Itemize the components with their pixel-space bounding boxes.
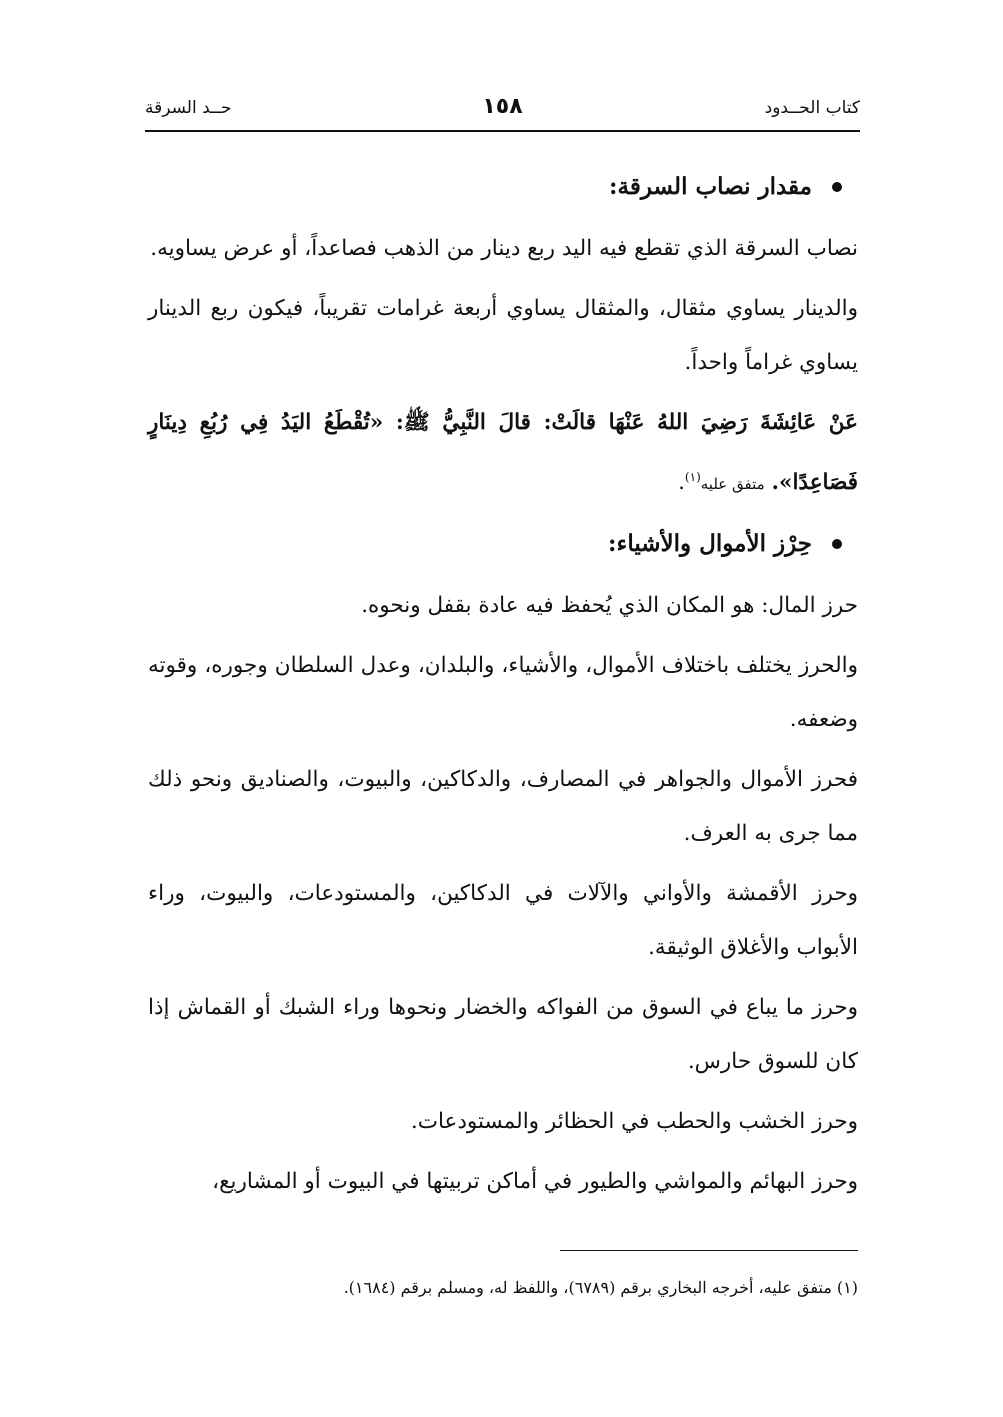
hadith-end: . xyxy=(678,470,685,496)
page-body xyxy=(148,160,858,1215)
page-number: ١٥٨ xyxy=(482,94,523,119)
bullet-icon xyxy=(832,539,842,549)
hadith-reference: متفق عليه xyxy=(700,475,765,494)
footnote-rule xyxy=(560,1250,858,1251)
paragraph: نصاب السرقة الذي تقطع فيه اليد ربع دينار من الذهب فصاعداً، أو عرض يساويه. xyxy=(150,236,858,261)
hadith-text: عَنْ عَائِشَةَ رَضِيَ اللهُ عَنْهَا قالَتْ: قالَ النَّبِيُّ ﷺ: «تُقْطَعُ اليَدُ فِي رُبُعِ دِينَارٍ فَصَاعِدًا». xyxy=(148,410,858,496)
section-heading-hirz xyxy=(148,517,858,571)
paragraph: وحرز الأقمشة والأواني والآلات في الدكاكين، والمستودعات، والبيوت، وراء الأبواب والأغلاق الوثيقة. xyxy=(148,881,858,961)
paragraph: وحرز البهائم والمواشي والطيور في أماكن تربيتها في البيوت أو المشاريع، xyxy=(212,1169,858,1195)
paragraph: وحرز ما يباع في السوق من الفواكه والخضار ونحوها وراء الشبك أو القماش إذا كان للسوق حارس. xyxy=(148,995,858,1075)
footnote-marker: (١) xyxy=(684,470,701,484)
book-title: كتاب الحــدود xyxy=(764,98,860,118)
bullet-icon xyxy=(832,182,842,192)
running-header xyxy=(145,92,860,132)
paragraph: حرز المال: هو المكان الذي يُحفظ فيه عادة بقفل ونحوه. xyxy=(361,593,858,619)
footnote: (١) متفق عليه، أخرجه البخاري برقم (٦٧٨٩)، واللفظ له، ومسلم برقم (١٦٨٤). xyxy=(343,1278,858,1297)
paragraph: وحرز الخشب والحطب في الحظائر والمستودعات. xyxy=(410,1109,858,1135)
section-heading-nisab xyxy=(148,160,858,214)
section-heading-text: حِرْز الأموال والأشياء: xyxy=(608,530,812,558)
header-rule xyxy=(145,130,860,132)
chapter-title: حــد السرقة xyxy=(145,98,232,118)
paragraph: والحرز يختلف باختلاف الأموال، والأشياء، والبلدان، وعدل السلطان وجوره، وقوته وضعفه. xyxy=(148,653,858,733)
paragraph: فحرز الأموال والجواهر في المصارف، والدكاكين، والبيوت، والصناديق ونحو ذلك مما جرى به العرف. xyxy=(148,767,858,847)
section-heading-text: مقدار نصاب السرقة: xyxy=(609,173,812,200)
hadith-paragraph xyxy=(148,396,858,511)
paragraph: والدينار يساوي مثقال، والمثقال يساوي أربعة غرامات تقريباً، فيكون ربع الدينار يساوي غراماً واحداً. xyxy=(148,296,858,375)
